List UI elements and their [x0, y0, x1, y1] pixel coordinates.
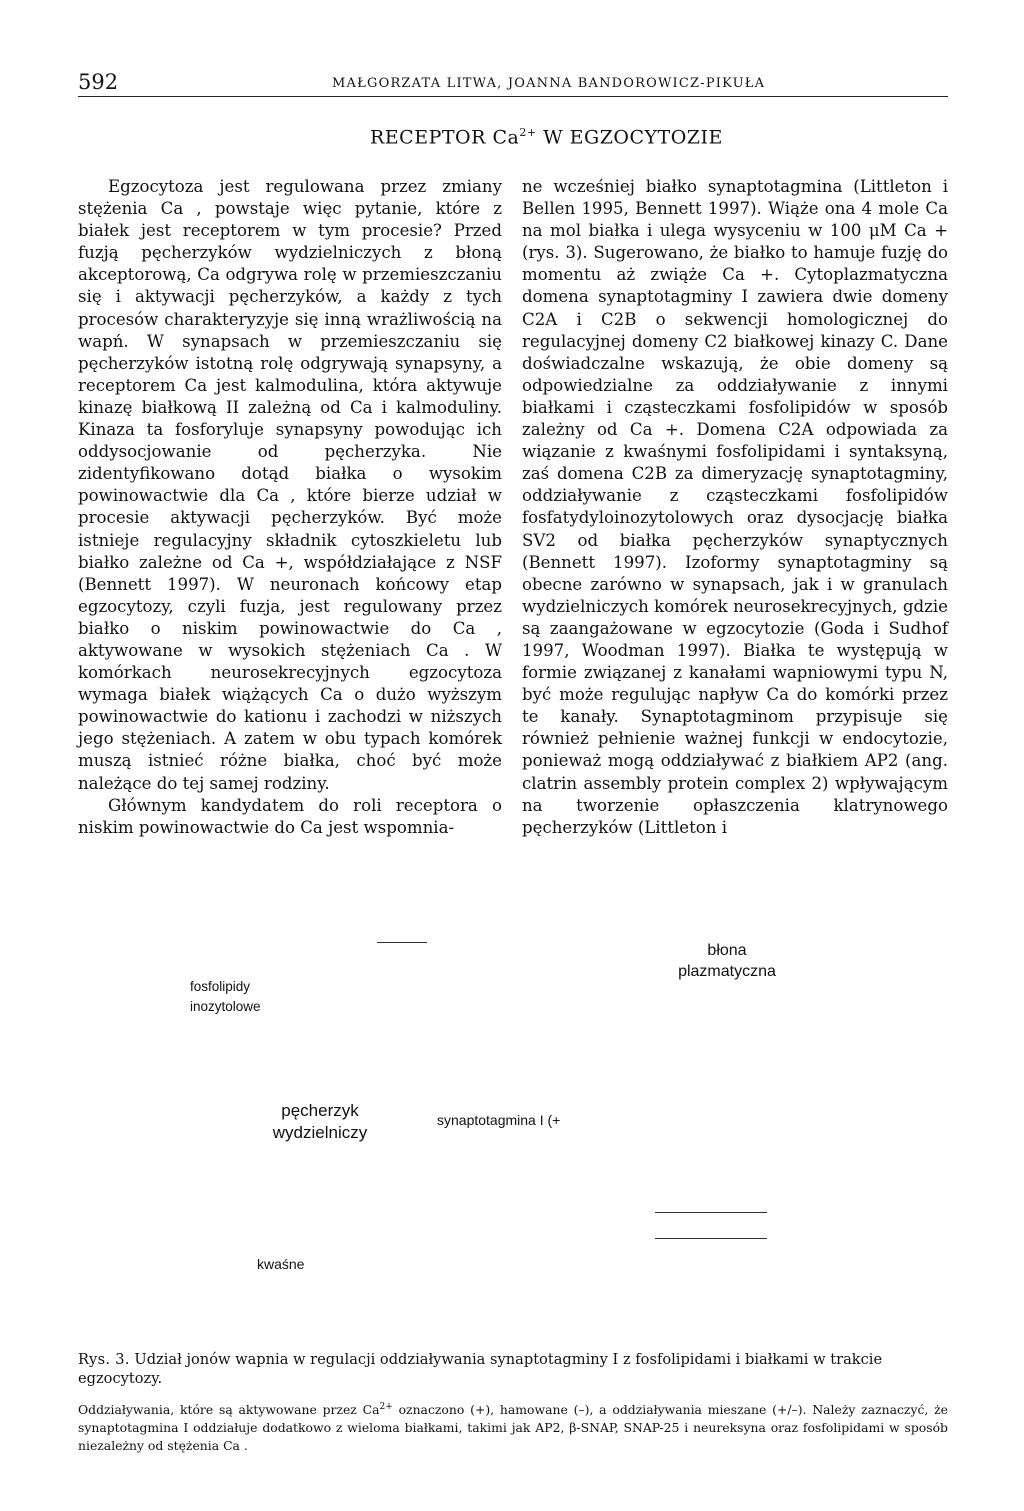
figure-line-mark — [655, 1238, 767, 1239]
figure-caption-number: Rys. 3. — [78, 1351, 130, 1368]
body-paragraph: ne wcześniej białko synaptotagmina (Littleton i Bellen 1995, Bennett 1997). Wiąże ona 4 mole Ca na mol białka i ulega wysyceniu w 100 μM Ca + (rys. 3). Sugerowano, że białko to hamuje fuzję do momentu aż zwiąże Ca +. Cytoplazmatyczna domena synaptotagminy I zawiera dwie domeny C2A i C2B o sekwencji homologicznej do regulacyjnej domeny C2 białkowej kinazy C. Dane doświadczalne wskazują, że obie domeny są odpowiedzialne za oddziaływanie z innymi białkami i cząsteczkami fosfolipidów w sposób zależny od Ca +. Domena C2A odpowiada za wiązanie z kwaśnymi fosfolipidami i syntaksyną, zaś domena C2B za dimeryzację synaptotagminy, oddziaływanie z cząsteczkami fosfolipidów fosfatydyloinozytolowych oraz dysocjację białka SV2 od białka pęcherzyków synaptycznych (Bennett 1997). Izoformy synaptotagminy są obecne zarówno w synapsach, jak i w granulach wydzielniczych komórek neurosekrecyjnych, gdzie są zaangażowane w egzocytozie (Goda i Sudhof 1997, Woodman 1997). Białka te występują w formie związanej z kanałami wapniowymi typu N, być może regulując napływ Ca do komórki przez te kanały. Synaptotagminom przypisuje się również pełnienie ważnej funkcji w endocytozie, ponieważ mogą oddziaływać z białkiem AP2 (ang. clatrin assembly protein complex 2) wpływającym na tworzenie opłaszczenia klatrynowego pęcherzyków (Littleton i — [522, 177, 948, 837]
body-paragraph: Głównym kandydatem do roli receptora o niskim powinowactwie do Ca jest wspomnia- — [78, 795, 502, 837]
figure-label-acidic: kwaśne — [257, 1256, 305, 1272]
figure-activation-mark: (+ — [547, 1112, 561, 1128]
figure-caption-text: Udział jonów wapnia w regulacji oddziaływania synaptotagminy I z fosfolipidami i białkami w trakcie egzocytozy. — [78, 1351, 883, 1387]
figure-label-line: inozytolowe — [190, 999, 261, 1014]
figure-label-line: fosfolipidy — [190, 979, 251, 994]
body-column-left — [78, 176, 502, 839]
figure-label-line: błona — [707, 942, 747, 959]
figure-label-line: plazmatyczna — [678, 963, 776, 980]
figure-line-mark — [655, 1212, 767, 1213]
figure-label-synaptotagmin-text: synaptotagmina I — [437, 1112, 544, 1128]
figure-label-line: wydzielniczy — [272, 1123, 368, 1142]
figure-note-text: oznaczono (+), hamowane (–), a oddziaływania mieszane (+/–). Należy zaznaczyć, że synaptotagmina I oddziałuje dodatkowo z wieloma białkami, takimi jak AP2, β-SNAP, SNAP-25 i neureksyna oraz fosfolipidami w sposób niezależny od stężenia Ca . — [78, 1402, 948, 1454]
running-header-authors: MAŁGORZATA LITWA, JOANNA BANDOROWICZ-PIKUŁA — [332, 76, 766, 91]
figure-label-line: pęcherzyk — [281, 1101, 359, 1120]
figure-label-phospholipids — [190, 977, 261, 1017]
figure-label-plasma-membrane — [662, 940, 792, 982]
header-rule — [78, 96, 948, 97]
figure-note — [78, 1398, 948, 1455]
section-title-superscript: 2+ — [519, 126, 537, 139]
section-title-suffix: W EGZOCYTOZIE — [536, 126, 723, 149]
section-title — [370, 126, 723, 148]
body-paragraph: Egzocytoza jest regulowana przez zmiany stężenia Ca , powstaje więc pytanie, które z białek jest receptorem w tym procesie? Przed fuzją pęcherzyków wydzielniczych z błoną akceptorową, Ca odgrywa rolę w przemieszczaniu się i aktywacji pęcherzyków, a każdy z tych procesów charakteryzyje się inną wrażliwością na wapń. W synapsach w przemieszczaniu się pęcherzyków istotną rolę odgrywają synapsyny, a receptorem Ca jest kalmodulina, która aktywuje kinazę białkową II zależną od Ca i kalmoduliny. Kinaza ta fosforyluje synapsyny powodując ich oddysocjowanie od pęcherzyka. Nie zidentyfikowano dotąd białka o wysokim powinowactwie dla Ca , które bierze udział w procesie aktywacji pęcherzyków. Być może istnieje regulacyjny składnik cytoszkieletu lub białko zależne od Ca +, współdziałające z NSF (Bennett 1997). W neuronach końcowy etap egzocytozy, czyli fuzja, jest regulowany przez białko o niskim powinowactwie do Ca , aktywowane w wysokich stężeniach Ca . W komórkach neurosekrecyjnych egzocytoza wymaga białek wiążących Ca o dużo wyższym powinowactwie do kationu i zachodzi w niższych jego stężeniach. A zatem w obu typach komórek muszą istnieć różne białka, choć być może należące do tej samej rodziny. — [78, 177, 502, 793]
page-number: 592 — [78, 70, 119, 94]
figure-note-superscript: 2+ — [379, 1402, 393, 1412]
figure-caption — [78, 1350, 948, 1388]
figure-line-mark — [377, 942, 427, 943]
figure-label-secretory-vesicle — [255, 1100, 385, 1144]
figure-note-text: Oddziaływania, które są aktywowane przez Ca — [78, 1402, 380, 1418]
figure-label-synaptotagmin — [437, 1110, 560, 1131]
body-column-right — [522, 176, 948, 839]
section-title-prefix: RECEPTOR Ca — [370, 126, 520, 149]
